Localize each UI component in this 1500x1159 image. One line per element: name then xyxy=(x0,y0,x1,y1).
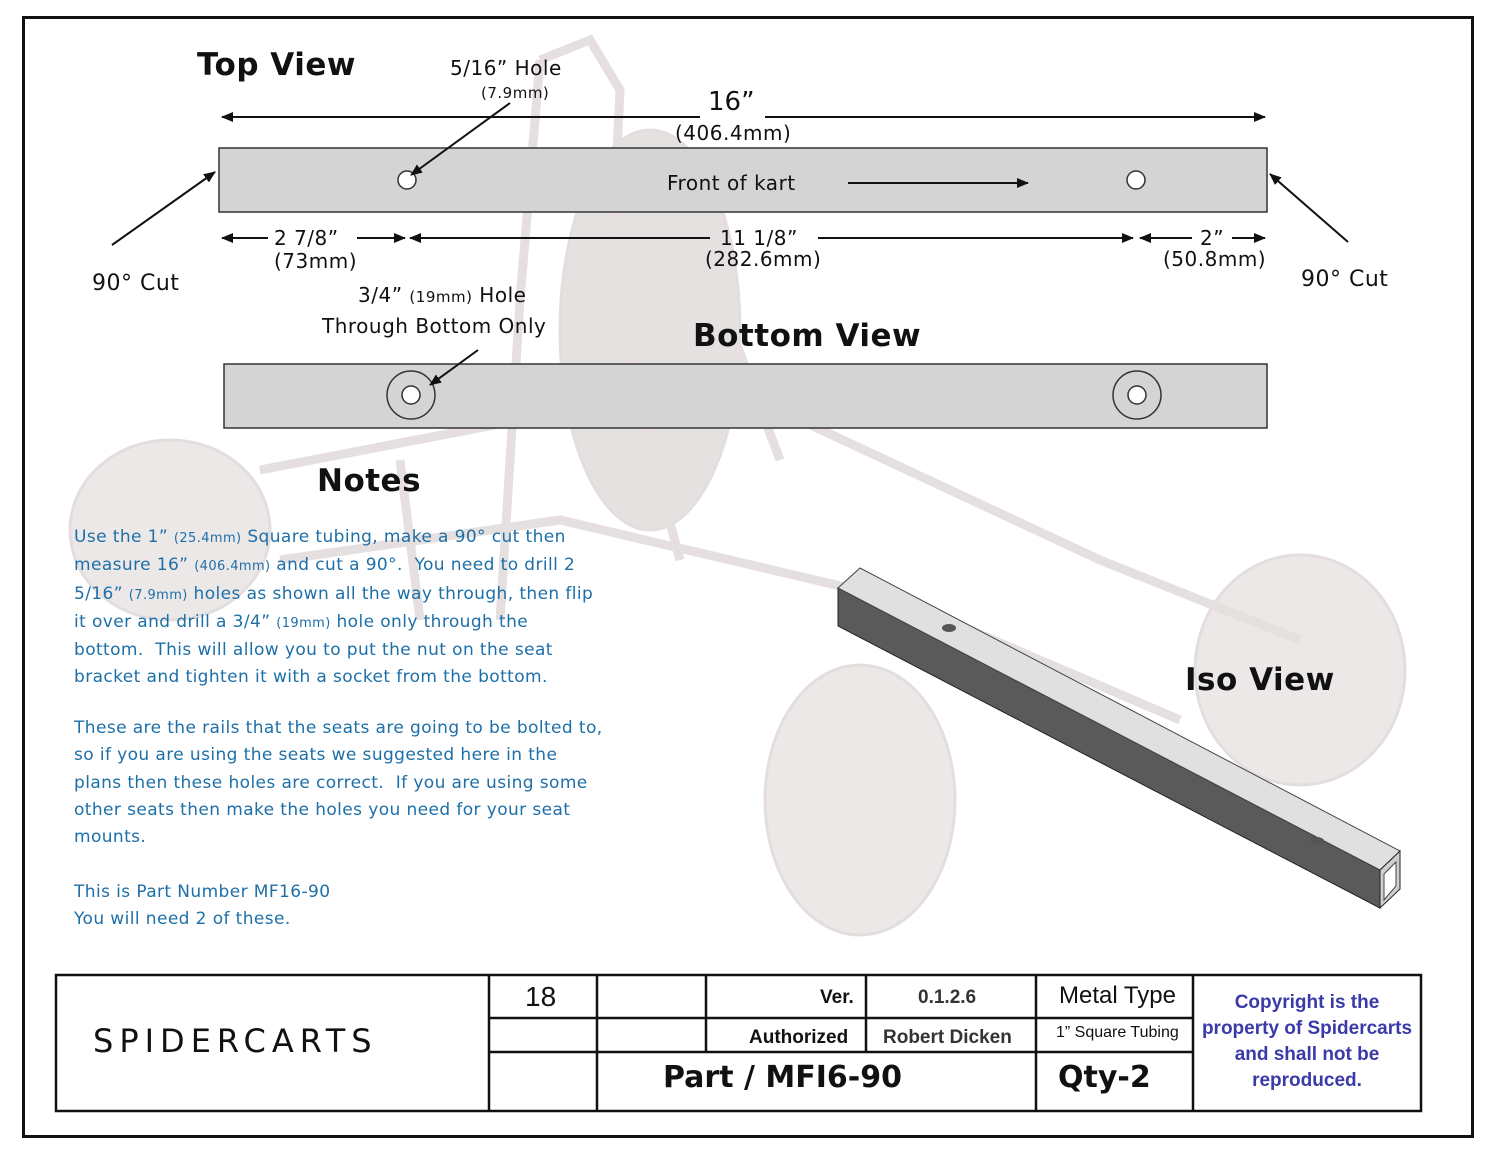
iso-hole-left xyxy=(942,624,956,632)
top-view-hole-right xyxy=(1127,171,1145,189)
front-of-kart-label: Front of kart xyxy=(667,171,796,195)
copyright-notice xyxy=(1196,990,1418,1094)
notes-line: plans then these holes are correct. If you are using some xyxy=(74,772,588,793)
notes-paragraph-2 xyxy=(74,715,603,851)
brand-name: SPIDERCARTS xyxy=(93,1022,378,1060)
iso-hole-right xyxy=(1310,837,1324,845)
copyright-line: and shall not be xyxy=(1234,1044,1380,1065)
notes-line: measure 16” (406.4mm) and cut a 90°. You need to drill 2 xyxy=(74,555,576,576)
metal-type-label: Metal Type xyxy=(1059,982,1176,1009)
part-number: Part / MFI6-90 xyxy=(663,1060,902,1095)
copyright-line: reproduced. xyxy=(1252,1070,1362,1091)
notes-line: it over and drill a 3/4” (19mm) hole only through the xyxy=(74,611,529,632)
cut-right-label: 90° Cut xyxy=(1301,267,1389,292)
version-value: 0.1.2.6 xyxy=(918,987,977,1008)
bottom-hole-label-line2: Through Bottom Only xyxy=(322,314,547,338)
dim-left-mm-label: (73mm) xyxy=(274,249,358,273)
top-hole-label: 5/16” Hole xyxy=(450,56,562,80)
bottom-view-tube xyxy=(224,364,1267,428)
dim-right-label: 2” xyxy=(1200,226,1225,250)
bottom-view-title: Bottom View xyxy=(693,318,922,354)
cut-left-label: 90° Cut xyxy=(92,271,180,296)
dim-left-label: 2 7/8” xyxy=(274,226,339,250)
notes-line: You will need 2 of these. xyxy=(74,909,291,930)
cut-right-arrow xyxy=(1270,174,1348,242)
metal-type-value: 1” Square Tubing xyxy=(1056,1024,1179,1041)
notes-paragraph-1 xyxy=(74,524,593,692)
notes-title: Notes xyxy=(317,463,422,499)
top-hole-mm: (7.9mm) xyxy=(481,84,550,102)
top-view-title: Top View xyxy=(197,47,357,83)
notes-line: This is Part Number MF16-90 xyxy=(74,882,331,902)
notes-line: other seats then make the holes you need for your seat xyxy=(74,799,571,820)
version-label: Ver. xyxy=(820,987,854,1008)
length-label: 16” xyxy=(708,87,755,117)
iso-view-title: Iso View xyxy=(1185,662,1335,698)
authorized-value: Robert Dicken xyxy=(883,1027,1012,1048)
copyright-line: property of Spidercarts xyxy=(1201,1018,1413,1039)
authorized-label: Authorized xyxy=(749,1027,849,1048)
notes-line: mounts. xyxy=(74,827,147,848)
quantity: Qty-2 xyxy=(1058,1060,1151,1095)
notes-line: 5/16” (7.9mm) holes as shown all the way through, then flip xyxy=(74,583,594,604)
notes-line: so if you are using the seats we suggested here in the xyxy=(74,745,558,766)
notes-line: These are the rails that the seats are going to be bolted to, xyxy=(74,718,603,738)
dim-mid-label: 11 1/8” xyxy=(720,226,798,250)
notes-line: Use the 1” (25.4mm) Square tubing, make a 90° cut then xyxy=(74,527,566,547)
notes-paragraph-3 xyxy=(74,879,330,934)
notes-line: bracket and tighten it with a socket from the bottom. xyxy=(74,667,548,688)
sheet-number: 18 xyxy=(525,981,557,1012)
notes-line: bottom. This will allow you to put the nut on the seat xyxy=(74,640,553,661)
dim-mid-mm-label: (282.6mm) xyxy=(705,247,822,271)
cut-left-arrow xyxy=(112,172,215,245)
bottom-view-hole-left-inner xyxy=(402,386,420,404)
bottom-view-hole-right-inner xyxy=(1128,386,1146,404)
iso-view-tube xyxy=(838,568,1400,908)
dim-right-mm-label: (50.8mm) xyxy=(1163,247,1267,271)
length-mm-label: (406.4mm) xyxy=(675,121,792,145)
bottom-hole-label: 3/4” (19mm) Hole xyxy=(358,283,527,307)
copyright-line: Copyright is the xyxy=(1234,992,1380,1013)
